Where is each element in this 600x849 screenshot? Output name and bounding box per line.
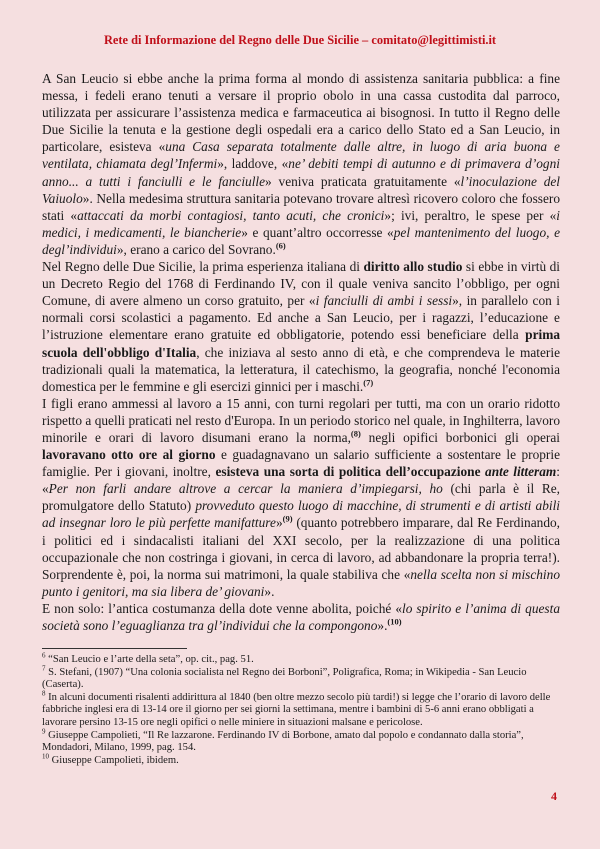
text-run: », erano a carico del Sovrano. — [116, 241, 276, 257]
italic-text: attaccati da morbi contagiosi, tanto acuti, che cronici — [77, 207, 385, 223]
bold-italic-text: ante litteram — [485, 464, 557, 480]
italic-text: nella scelta non si mischino punto i genitori, ma sia libera de’ giovani — [42, 566, 560, 599]
text-run: I figli erano ammessi al lavoro a 15 anni, con turni regolari per tutti, ma con un orario ridotto rispetto a quelli praticati nel resto d'Europa. In un periodo storico nel quale, in Inghilterra, lavoro minorile e orari di lavoro disumani erano la norma, — [42, 395, 560, 445]
footnote-text: In alcuni documenti risalenti addirittura al 1840 (ben oltre mezzo secolo più tardi!) si legge che l’orario di lavoro delle fabbriche inglesi era di 13-14 ore il giorno per sei giorni la settimana, mentre i bambini di 5-6 anni erano obbligati a lavorare persino 13-15 ore negli opifici o nelle miniere in situazioni malsane e pericolose. — [42, 691, 551, 728]
footnote — [42, 752, 562, 768]
text-run: ». — [377, 618, 388, 633]
footnote-text: Giuseppe Campolieti, ibidem. — [49, 754, 179, 766]
footnote — [42, 664, 562, 692]
italic-text: i fanciulli di ambi i sessi — [315, 293, 453, 309]
bold-text: lavoravano otto ore al giorno — [42, 447, 216, 463]
footnote-ref: (10) — [387, 616, 402, 627]
italic-text: l’inoculazione del Vaiuolo — [42, 173, 560, 206]
text-run: (quanto potrebbero imparare, dal Re Ferdinando, i politici ed i sindacalisti italiani del XXI secolo, per la realizzazione di una politica occupazionale che non costringa i giovani, in cerca di lavoro, ad abbandonare la propria terra!). Sorprendente è, poi, la norma sui matrimoni, la quale stabiliva che « — [42, 515, 560, 582]
footnote-ref: (8) — [350, 428, 361, 439]
footnote-ref: (7) — [363, 377, 374, 388]
body-text — [42, 70, 560, 634]
footnote — [42, 651, 562, 667]
italic-text: Per non farli andare altrove a cercar la maniera d’impiegarsi, ho — [48, 481, 443, 497]
bold-text: diritto allo studio — [363, 259, 463, 275]
bold-text: esisteva una sorta di politica dell’occupazione — [215, 464, 486, 480]
footnote-ref: (6) — [275, 240, 286, 251]
footnote — [42, 727, 562, 755]
italic-text: pel mantenimento del luogo, e degl’individui — [42, 224, 560, 257]
text-run: : « — [42, 464, 560, 497]
page-header: Rete di Informazione del Regno delle Due Sicilie – comitato@legittimisti.it — [103, 33, 497, 47]
paragraph — [42, 395, 560, 600]
text-run: », in parallelo con i normali corsi scolastici a pagamento. Ed anche a San Leucio, per i ragazzi, l’educazione e l’istruzione elementare erano gratuite ed obbligatorie, potendo essi beneficiare della — [42, 293, 560, 343]
footnote-divider — [42, 648, 187, 649]
footnote-number: 8 — [42, 689, 46, 698]
italic-text: provveduto questo luogo di macchine, di strumenti e di artisti abili ad insegnar loro le più perfette manifatture — [42, 498, 560, 531]
footnote-number: 7 — [42, 664, 46, 673]
paragraph — [42, 258, 560, 395]
italic-text: i medici, i medicamenti, le biancherie — [42, 207, 561, 240]
text-run: Nel Regno delle Due Sicilie, la prima esperienza italiana di — [42, 259, 364, 275]
footnotes — [42, 651, 562, 767]
footnote-number: 6 — [42, 651, 46, 660]
text-run: »; ivi, peraltro, le spese per « — [384, 207, 557, 223]
text-run: e guadagnavano un salario sufficiente a sostentare le proprie famiglie. Per i giovani, inoltre, — [42, 447, 560, 480]
text-run: (chi parla è il Re, promulgatore dello Statuto) — [42, 481, 560, 514]
text-run: ». — [264, 583, 275, 599]
italic-text: una Casa separata totalmente dalle altre, in luogo di aria buona e ventilata, chiamata degl’Infermi — [42, 139, 560, 172]
text-run: E non solo: l’antica costumanza della dote venne abolita, poiché « — [42, 600, 402, 616]
italic-text: ne’ debiti tempi di autunno e di primavera d’ogni anno... a tutti i fanciulli e le fanciulle — [42, 156, 560, 189]
text-run: A San Leucio si ebbe anche la prima forma al mondo di assistenza sanitaria pubblica: a fine messa, i fedeli erano tenuti a versare il proprio obolo in una cassa custodita dal parroco, utilizzata per assicurare l’assistenza medica e farmaceutica ai bisognosi. In tutto il Regno delle Due Sicilie la tenuta e la gestione degli ospedali era a carico dello Stato ed a San Leucio, in particolare, esisteva « — [42, 71, 560, 155]
footnote-ref: (9) — [282, 514, 293, 524]
text-run: » — [275, 515, 283, 531]
italic-text: lo spirito e l’anima di questa società sono l’eguaglianza tra gl’individui che la compongono — [42, 600, 560, 633]
text-run: » e quant’altro occorresse « — [241, 224, 394, 240]
text-run: ». Nella medesima struttura sanitaria potevano trovare altresì ricovero coloro che fossero stati « — [42, 190, 560, 223]
footnote-text: “San Leucio e l’arte della seta”, op. cit., pag. 51. — [45, 654, 254, 665]
bold-text: prima scuola dell'obbligo d'Italia — [42, 327, 560, 360]
text-run: negli opifici borbonici gli operai — [360, 429, 560, 445]
page-number: 4 — [551, 789, 557, 803]
text-run: », laddove, « — [217, 156, 289, 172]
footnote-number: 10 — [42, 752, 49, 761]
footnote — [42, 689, 562, 730]
footnote-text: Giuseppe Campolieti, “Il Re lazzarone. Ferdinando IV di Borbone, amato dal popolo e condannato dalla storia”, Mondadori, Milano, 1999, pag. 154. — [42, 729, 524, 754]
text-run: si ebbe in virtù di un Decreto Regio del 1768 di Ferdinando IV, con il quale veniva sancito l’obbligo, per ogni Comune, di avere almeno un corso gratuito, per « — [42, 259, 561, 309]
footnote-number: 9 — [42, 727, 46, 736]
text-run: , che iniziava al sesto anno di età, e che comprendeva le materie tradizionali quali la matematica, la letteratura, il catechismo, la geografia, nonché l'economia domestica per le femmine e gli esercizi ginnici per i maschi. — [42, 344, 560, 394]
paragraph — [42, 70, 560, 258]
text-run: » veniva praticata gratuitamente « — [265, 173, 461, 189]
footnote-text: S. Stefani, (1907) “Una colonia socialista nel Regno dei Borboni”, Poligrafica, Roma; in Wikipedia - San Leucio (Caserta). — [42, 666, 527, 691]
paragraph — [42, 600, 560, 634]
